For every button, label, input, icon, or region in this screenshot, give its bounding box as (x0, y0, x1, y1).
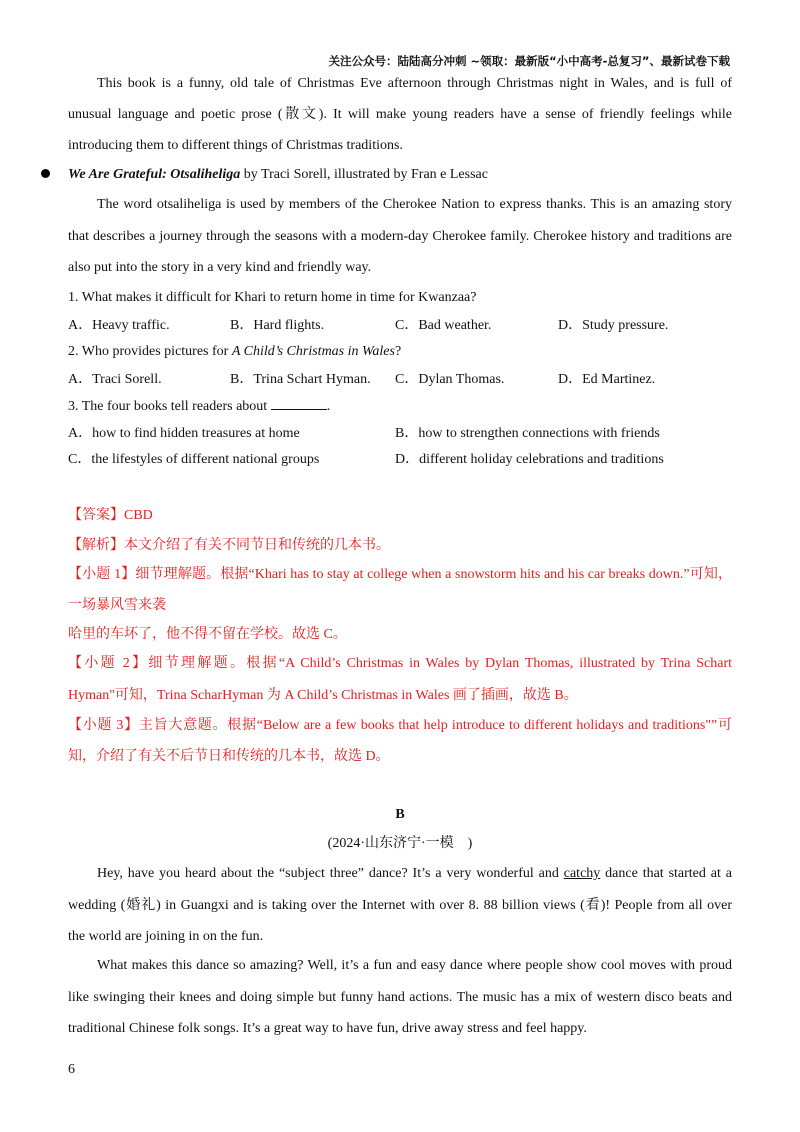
q2-option-c: C．Dylan Thomas. (395, 372, 505, 387)
question-2 (68, 343, 732, 361)
passage-a-p2-line3: also put into the story in a very kind and friendly way. (68, 260, 372, 275)
q2-book-title: A Child’s Christmas in Wales (231, 344, 395, 359)
passage-b-p1-text-a: Hey, have you heard about the “subject three” dance? It’s a very wonderful and (97, 866, 564, 881)
passage-a-p2-line2: that describes a journey through the seasons with a modern-day Cherokee family. Cherokee history and traditions are (68, 229, 732, 244)
section-label: B (395, 807, 405, 822)
question-1: 1. What makes it difficult for Khari to return home in time for Kwanzaa? (68, 290, 477, 305)
q3-option-d: D．different holiday celebrations and traditions (395, 452, 664, 467)
passage-b-p2-line2: like swinging their knees and doing simple but funny hand actions. The music has a mix of western disco beats and (68, 990, 732, 1005)
book4-heading (68, 166, 732, 184)
passage-a-p1-line3: introducing them to different things of Christmas traditions. (68, 138, 403, 153)
book4-title: We Are Grateful: Otsaliheliga (68, 167, 241, 182)
sub2-line2: Hyman"可知，Trina ScharHyman 为 A Child’s Christmas in Wales 画了插画，故选 B。 (68, 688, 578, 703)
sub2-line1: 【小题 2】细节理解题。根据“A Child’s Christmas in Wales by Dylan Thomas, illustrated by Trina Schart (68, 656, 732, 671)
sub1-line2: 一场暴风雪来袭 (68, 598, 166, 613)
passage-a-p2-line1: The word otsaliheliga is used by members of the Cherokee Nation to express thanks. This is an amazing story (97, 197, 732, 212)
sub1-line1: 【小题 1】细节理解题。根据“Khari has to stay at college when a snowstorm hits and his car breaks down.”可知， (68, 567, 732, 582)
passage-b-p1-line1 (97, 865, 732, 883)
question-3 (68, 397, 732, 416)
q3-option-a: A．how to find hidden treasures at home (68, 426, 300, 441)
section-source: (2024·山东济宁·一模 ) (327, 836, 473, 851)
q3-prefix: 3. The four books tell readers about (68, 399, 271, 414)
page-number: 6 (68, 1062, 75, 1077)
passage-a-p1-line1: This book is a funny, old tale of Christmas Eve afternoon through Christmas night in Wales, and is full of (97, 76, 732, 91)
q2-option-d: D．Ed Martinez. (558, 372, 656, 387)
q2-option-b: B．Trina Schart Hyman. (230, 372, 371, 387)
q2-suffix: ? (394, 344, 402, 359)
passage-b-p1-line3: the world are joining in on the fun. (68, 929, 264, 944)
q1-option-a: A．Heavy traffic. (68, 318, 170, 333)
q1-option-d: D．Study pressure. (558, 318, 669, 333)
q1-option-b: B．Hard flights. (230, 318, 325, 333)
passage-b-p2-line1: What makes this dance so amazing? Well, it’s a fun and easy dance where people show cool moves with proud (97, 958, 732, 973)
q3-suffix: . (326, 399, 331, 414)
sub3-line1: 【小题 3】主旨大意题。根据“Below are a few books that help introduce to different holidays and traditions"”可 (68, 718, 732, 733)
q2-prefix: 2. Who provides pictures for (68, 344, 232, 359)
bullet-icon (41, 169, 50, 178)
sub3-line2: 知，介绍了有关不后节日和传统的几本书，故选 D。 (68, 749, 390, 764)
passage-b-p1-line2: wedding (婚礼) in Guangxi and is taking over the Internet with over 8. 88 billion views (看)! People from all over (68, 898, 732, 913)
q1-option-c: C．Bad weather. (395, 318, 492, 333)
answer-line: 【答案】CBD (68, 508, 153, 523)
q3-option-b: B．how to strengthen connections with friends (395, 426, 660, 441)
passage-b-p2-line3: traditional Chinese folk songs. It’s a great way to have fun, drive away stress and feel happy. (68, 1021, 587, 1036)
passage-a-p1-line2: unusual language and poetic prose (散文). It will make young readers have a sense of friendly feelings while (68, 107, 732, 122)
analysis-line: 【解析】本文介绍了有关不同节日和传统的几本书。 (68, 538, 390, 553)
passage-b-p1-text-b: dance that started at a (600, 866, 732, 881)
page-header: 关注公众号：陆陆高分冲刺 ~领取：最新版“小中高考-总复习”、最新试卷下载 (328, 54, 730, 68)
book4-credits: by Traci Sorell, illustrated by Fran e Lessac (240, 167, 488, 182)
catchy-word: catchy (563, 866, 601, 881)
q3-option-c: C．the lifestyles of different national groups (68, 452, 320, 467)
sub1-line3: 哈里的车坏了，他不得不留在学校。故选 C。 (68, 627, 347, 642)
q2-option-a: A．Traci Sorell. (68, 372, 162, 387)
q3-blank (271, 397, 327, 410)
